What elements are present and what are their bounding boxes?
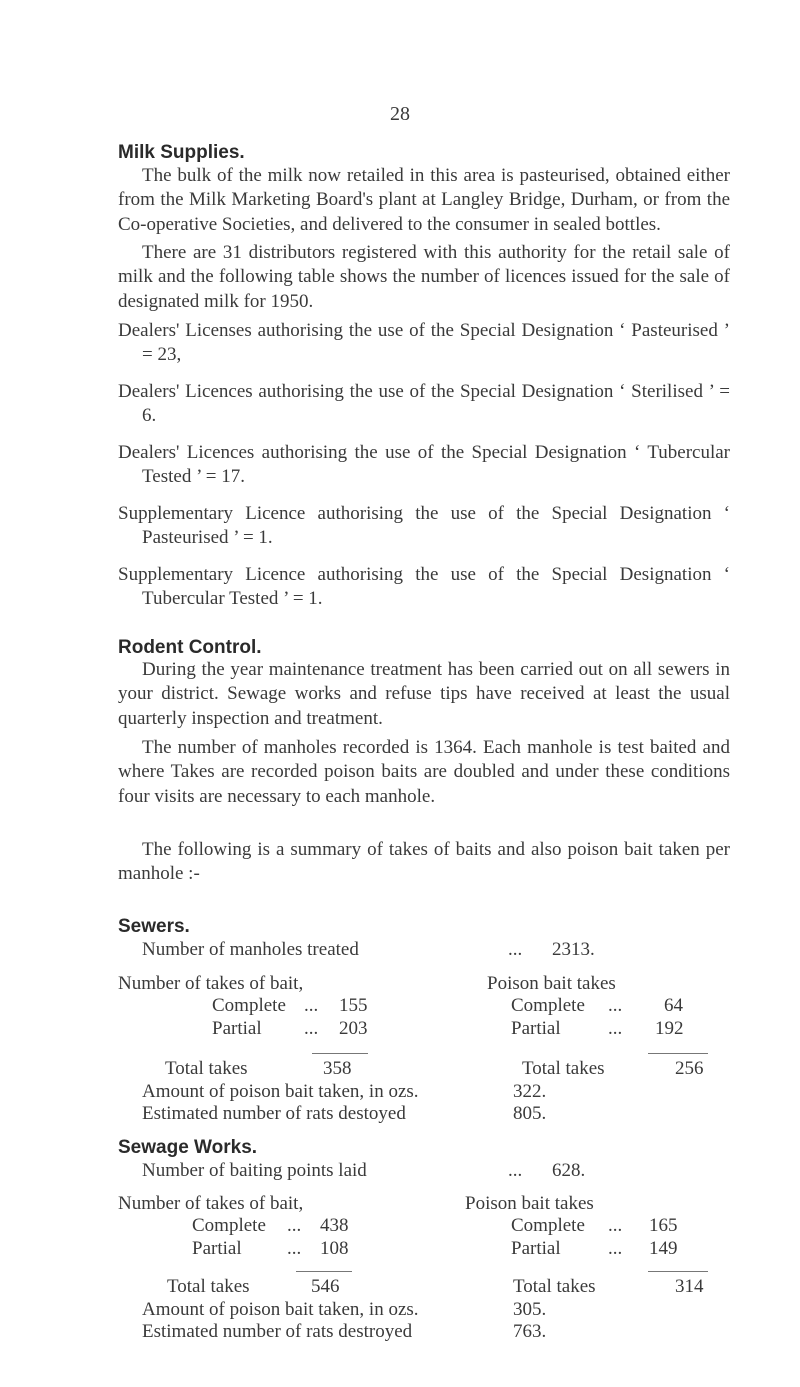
milk-paragraph-1: The bulk of the milk now retailed in this area is pasteurised, obtained either from the Milk Marketing Board's plant at Langley Bridge, Durham, or from the Co-operative Societies, and delivered to the consumer in sealed bottles. [118, 165, 730, 235]
sewers-treated-value: 2313. [552, 939, 595, 960]
sewage-heading: Sewage Works. [118, 1137, 258, 1158]
sewage-poison-label: Poison bait takes [465, 1193, 594, 1214]
sewers-total-value: 358 [323, 1058, 352, 1079]
sewers-poison-partial-label: Partial [511, 1018, 561, 1039]
sewers-rats-value: 805. [513, 1103, 547, 1124]
sewage-poison-complete-label: Complete [511, 1215, 585, 1236]
rodent-heading: Rodent Control. [118, 637, 262, 658]
sewers-dots: ... [304, 995, 319, 1016]
sewers-poison-label: Poison bait takes [487, 973, 616, 994]
rodent-paragraph-2: The number of manholes recorded is 1364. Each manhole is test baited and where Takes are recorded poison baits are doubled and under these conditions four visits are necessary to each manhole. [118, 737, 730, 807]
page-number: 28 [390, 103, 410, 125]
sewers-dots: ... [304, 1018, 319, 1039]
sewers-treated-label: Number of manholes treated [142, 939, 359, 960]
sewage-rats-label: Estimated number of rats destroyed [142, 1321, 413, 1342]
sewers-complete-label: Complete [212, 995, 286, 1016]
sewers-poison-complete-label: Complete [511, 995, 585, 1016]
sewage-poison-total-label: Total takes [513, 1276, 596, 1297]
sewage-amount-label: Amount of poison bait taken, in ozs. [142, 1299, 419, 1320]
sewage-complete-label: Complete [192, 1215, 266, 1236]
sewers-heading: Sewers. [118, 916, 190, 937]
divider-rule [648, 1053, 708, 1054]
sewage-complete-value: 438 [320, 1215, 349, 1236]
sewers-poison-total-value: 256 [675, 1058, 704, 1079]
sewers-takes-label: Number of takes of bait, [118, 973, 304, 994]
sewers-poison-partial-value: 192 [655, 1018, 684, 1039]
sewage-dots: ... [287, 1215, 302, 1236]
milk-heading: Milk Supplies. [118, 142, 245, 163]
sewage-takes-label: Number of takes of bait, [118, 1193, 304, 1214]
sewers-amount-label: Amount of poison bait taken, in ozs. [142, 1081, 419, 1102]
sewage-poison-partial-value: 149 [649, 1238, 678, 1259]
rodent-paragraph-3: The following is a summary of takes of baits and also poison bait taken per manhole :- [118, 839, 730, 885]
milk-paragraph-2: There are 31 distributors registered with this authority for the retail sale of milk and the following table shows the number of licences issued for the sale of designated milk for 1950. [118, 242, 730, 312]
sewage-rats-value: 763. [513, 1321, 547, 1342]
sewers-poison-complete-value: 64 [664, 995, 683, 1016]
licence-item: Dealers' Licenses authorising the use of the Special Designation ‘ Pasteurised ’ = 23, [118, 320, 730, 366]
sewage-partial-label: Partial [192, 1238, 242, 1259]
sewers-complete-value: 155 [339, 995, 368, 1016]
licence-item: Dealers' Licences authorising the use of the Special Designation ‘ Tubercular Tested ’ = 17. [118, 442, 730, 488]
sewage-points-value: 628. [552, 1160, 586, 1181]
divider-rule [296, 1271, 352, 1272]
sewers-partial-label: Partial [212, 1018, 262, 1039]
divider-rule [312, 1053, 368, 1054]
sewage-poison-complete-value: 165 [649, 1215, 678, 1236]
sewage-dots: ... [508, 1160, 523, 1181]
sewage-poison-total-value: 314 [675, 1276, 704, 1297]
sewers-dots: ... [608, 995, 623, 1016]
sewage-total-value: 546 [311, 1276, 340, 1297]
rodent-paragraph-1: During the year maintenance treatment has been carried out on all sewers in your district. Sewage works and refuse tips have received at least the usual quarterly inspection and treatment. [118, 659, 730, 729]
sewage-poison-partial-label: Partial [511, 1238, 561, 1259]
sewers-partial-value: 203 [339, 1018, 368, 1039]
sewage-partial-value: 108 [320, 1238, 349, 1259]
sewage-amount-value: 305. [513, 1299, 547, 1320]
sewers-total-label: Total takes [165, 1058, 248, 1079]
sewage-total-label: Total takes [167, 1276, 250, 1297]
licence-item: Supplementary Licence authorising the use of the Special Designation ‘ Tubercular Tested ’ = 1. [118, 564, 730, 610]
licence-item: Dealers' Licences authorising the use of the Special Designation ‘ Sterilised ’ = 6. [118, 381, 730, 427]
sewage-dots: ... [287, 1238, 302, 1259]
sewers-rats-label: Estimated number of rats destoyed [142, 1103, 406, 1124]
sewers-poison-total-label: Total takes [522, 1058, 605, 1079]
sewage-dots: ... [608, 1215, 623, 1236]
divider-rule [648, 1271, 708, 1272]
sewers-dots: ... [508, 939, 523, 960]
licence-item: Supplementary Licence authorising the use of the Special Designation ‘ Pasteurised ’ = 1. [118, 503, 730, 549]
sewage-dots: ... [608, 1238, 623, 1259]
sewers-dots: ... [608, 1018, 623, 1039]
sewers-amount-value: 322. [513, 1081, 547, 1102]
sewage-points-label: Number of baiting points laid [142, 1160, 367, 1181]
